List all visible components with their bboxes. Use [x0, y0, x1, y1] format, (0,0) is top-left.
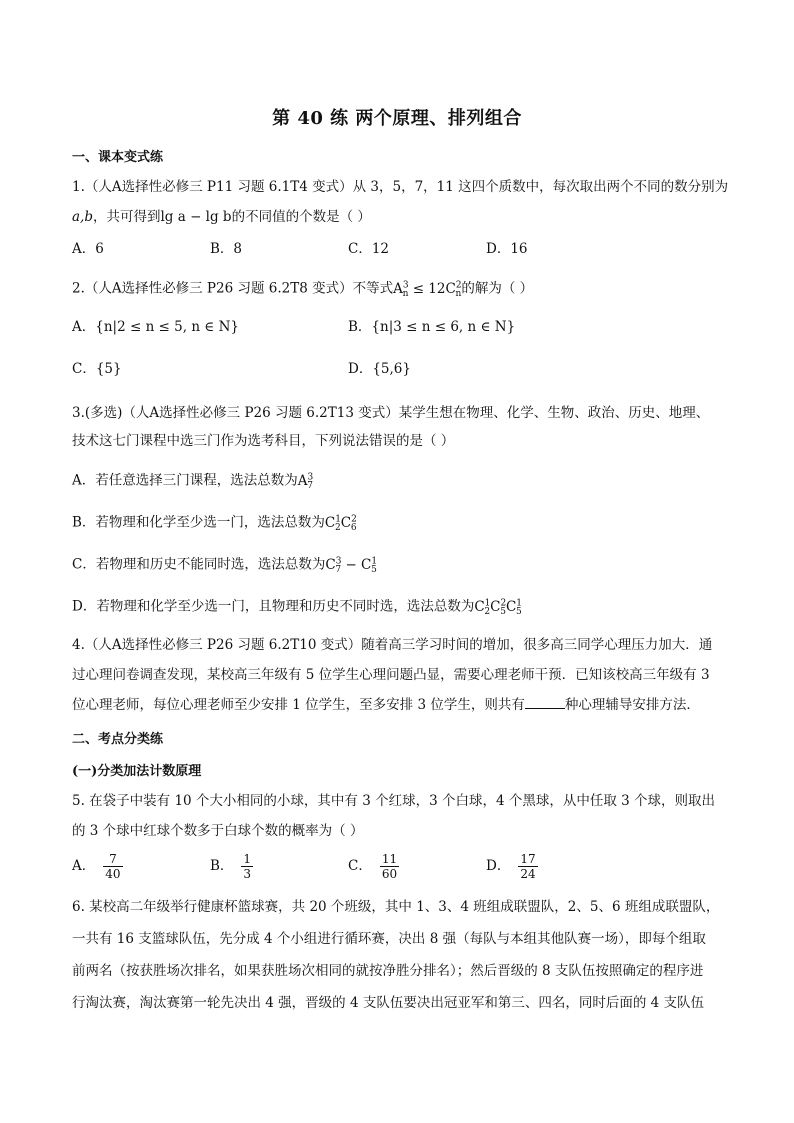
q5-option-c-den: 60	[381, 867, 398, 881]
q5-option-b-den: 3	[243, 867, 252, 881]
q3-option-b	[72, 510, 357, 537]
q3-option-a	[72, 468, 313, 495]
q2-stem	[72, 276, 533, 303]
q1-text-c: 的不同值的个数是（ ）	[231, 209, 371, 225]
q5-option-c	[348, 852, 399, 881]
q2-option-a: A．{n|2 ≤ n ≤ 5, n ∈ N}	[72, 319, 239, 335]
q3-option-d-formula: $C^1_2C^2_5C^1_5$	[474, 598, 523, 618]
q2-stem-end: 的解为（ ）	[461, 280, 534, 297]
q6-line-4: 行淘汰赛，淘汰赛第一轮先决出 4 强，晋级的 4 支队伍要决出冠亚军和第三、四名，同时后面的 4 支队伍	[72, 995, 705, 1011]
q3-option-b-formula: $C^1_2C^2_6$	[324, 514, 357, 534]
q6-line-2: 一共有 16 支篮球队伍，先分成 4 个小组进行循环赛，决出 8 强（每队与本组其他队赛一场），即每个组取	[72, 931, 706, 947]
q5-option-c-num: 11	[381, 852, 398, 866]
q5-option-c-label: C．	[348, 858, 372, 874]
q5-option-d	[486, 852, 538, 881]
q4-line-2: 过心理问卷调查发现，某校高三年级有 5 位学生心理问题凸显，需要心理老师干预．已知该校高三年级有 3	[72, 667, 710, 683]
q3-option-c	[72, 552, 377, 579]
q5-option-d-label: D．	[486, 858, 511, 874]
section-heading-2: 二、考点分类练	[72, 732, 164, 747]
q5-line-1: 5. 在袋子中装有 10 个大小相同的小球，其中有 3 个红球，3 个白球，4 个黑球，从中任取 3 个球，则取出	[72, 793, 716, 809]
q1-line-1: 1.（人A选择性必修三 P11 习题 6.1T4 变式）从 3，5，7，11 这四个质数中，每次取出两个不同的数分别为	[72, 179, 729, 195]
q5-option-c-fraction	[380, 852, 399, 881]
q4-line-3-b: 种心理辅导安排方法．	[564, 697, 700, 713]
q2-expr-a: A	[393, 280, 403, 297]
q1-expression: lg a − lg b	[160, 209, 232, 225]
q4-line-3	[72, 696, 700, 714]
q4-line-1: 4.（人A选择性必修三 P26 习题 6.2T10 变式）随着高三学习时间的增加，很多高三同学心理压力加大．通	[72, 637, 713, 653]
q3-option-d-text: D．若物理和化学至少选一门，且物理和历史不同时选，选法总数为	[72, 598, 475, 615]
q1-text-b: ，共可得到	[92, 209, 161, 225]
q5-option-a-num: 7	[103, 852, 122, 867]
q1-option-b: B．8	[210, 241, 243, 257]
section-heading-1: 一、课本变式练	[72, 150, 164, 165]
q5-option-a	[72, 852, 123, 881]
q3-option-d	[72, 594, 522, 621]
q2-option-b: B．{n|3 ≤ n ≤ 6, n ∈ N}	[348, 319, 516, 335]
q4-line-3-a: 位心理老师，每位心理老师至少安排 1 位学生，至多安排 3 位学生，则共有	[72, 697, 525, 713]
q5-option-a-label: A．	[72, 858, 96, 874]
q5-option-b-label: B．	[210, 858, 234, 874]
q3-option-c-formula: $C^3_7 - C^1_5$	[325, 556, 378, 576]
q1-option-a: A．6	[72, 241, 104, 257]
q3-option-b-text: B．若物理和化学至少选一门，选法总数为	[72, 514, 325, 531]
q5-option-b-fraction	[241, 852, 253, 881]
q3-option-c-text: C．若物理和历史不能同时选，选法总数为	[72, 556, 326, 573]
q3-option-a-formula: $A^3_7$	[297, 472, 314, 492]
q5-option-d-den: 24	[520, 867, 536, 881]
q3-option-a-text: A．若任意选择三门课程，选法总数为	[72, 472, 298, 489]
q3-line-2: 技术这七门课程中选三门作为选考科目，下列说法错误的是（ ）	[72, 433, 455, 449]
q5-option-a-fraction	[103, 852, 122, 881]
answer-blank	[525, 696, 565, 709]
q1-option-d: D．16	[486, 241, 528, 257]
q5-option-b	[210, 852, 253, 881]
page-title: 第 40 练 两个原理、排列组合	[272, 108, 522, 129]
q1-option-c: C．12	[348, 241, 390, 257]
q1-line-2	[72, 208, 371, 226]
q2-inequality: $A^3_n \le 12C^2_n$	[393, 280, 462, 300]
q2-option-d: D．{5,6}	[348, 361, 411, 377]
q1-variables: a,b	[72, 209, 93, 225]
q5-option-d-num: 17	[520, 852, 536, 866]
q5-option-d-fraction	[518, 852, 537, 881]
q2-option-c: C．{5}	[72, 361, 122, 377]
subsection-heading: (一)分类加法计数原理	[72, 764, 202, 779]
q5-option-b-num: 1	[243, 852, 252, 866]
q6-line-1: 6. 某校高二年级举行健康杯篮球赛，共 20 个班级，其中 1、3、4 班组成联盟队，2、5、6 班组成联盟队，	[72, 899, 720, 915]
q3-line-1: 3.(多选)（人A选择性必修三 P26 习题 6.2T13 变式）某学生想在物理、化学、生物、政治、历史、地理、	[72, 405, 710, 421]
q5-line-2: 的 3 个球中红球个数多于白球个数的概率为（ ）	[72, 823, 364, 839]
q6-line-3: 前两名（按获胜场次排名，如果获胜场次相同的就按净胜分排名）；然后晋级的 8 支队伍按照确定的程序进	[72, 963, 704, 979]
q5-option-a-den: 40	[105, 867, 121, 881]
q2-stem-text: 2.（人A选择性必修三 P26 习题 6.2T8 变式）不等式	[72, 280, 394, 297]
